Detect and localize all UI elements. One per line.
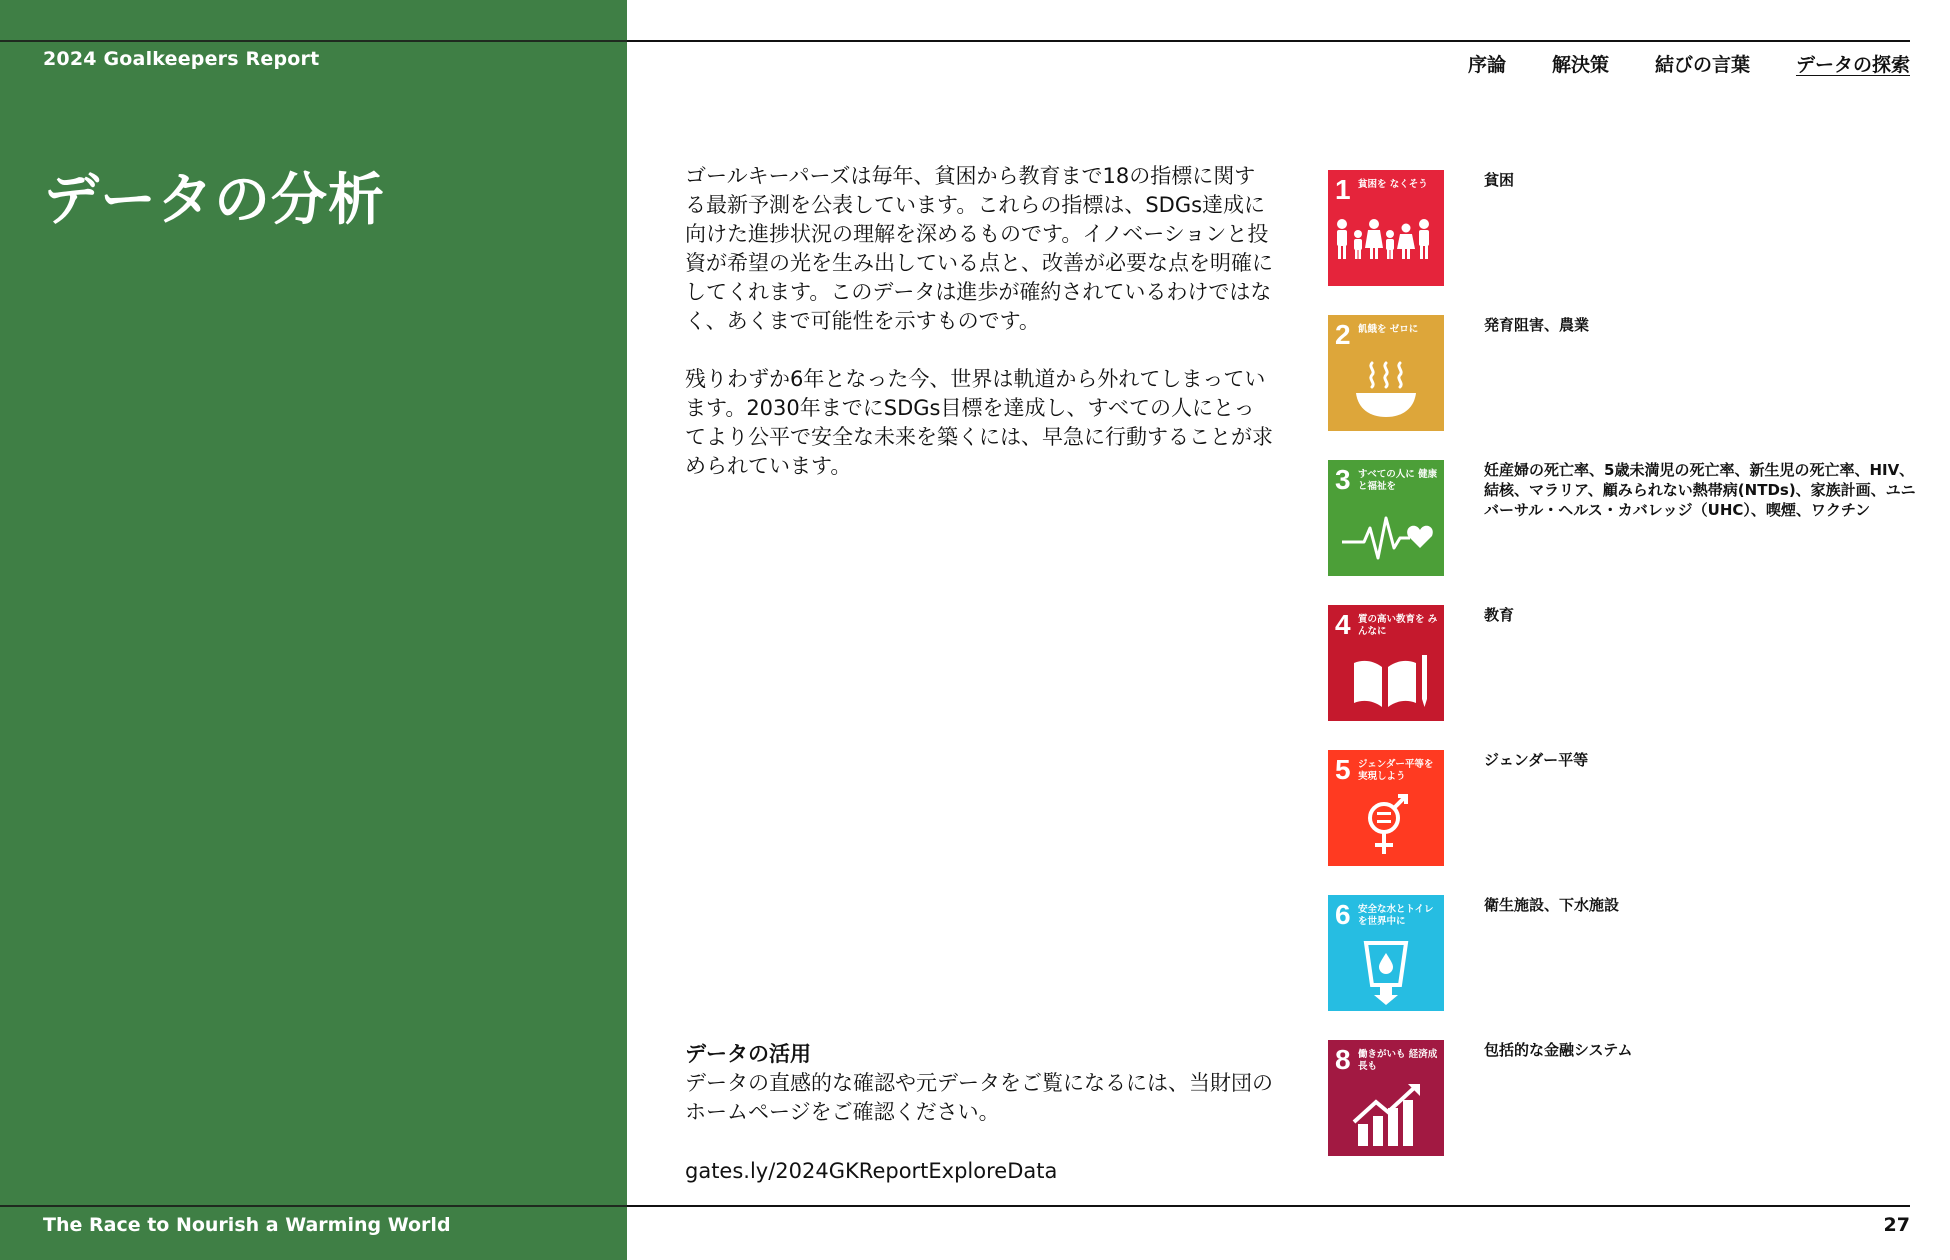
sdg-number: 5 xyxy=(1335,754,1351,785)
intro-paragraph-2: 残りわずか6年となった今、世界は軌道から外れてしまっています。2030年までにSDGs目標を達成し、すべての人にとってより公平で安全な未来を築くには、早急に行動することが求められています。 xyxy=(685,367,1273,478)
data-usage-title: データの活用 xyxy=(685,1042,811,1066)
explore-data-link[interactable]: gates.ly/2024GKReportExploreData xyxy=(685,1159,1058,1183)
sdg-row xyxy=(1328,750,1928,866)
sdg-indicator-label: ジェンダー平等 xyxy=(1484,751,1589,769)
sdg-tile-4 xyxy=(1328,605,1444,721)
sdg-tile-text: 安全な水とトイレ を世界中に xyxy=(1358,904,1434,927)
sdg-row xyxy=(1328,315,1928,431)
family-icon xyxy=(1328,210,1444,282)
intro-text xyxy=(685,162,1275,510)
book-icon xyxy=(1328,645,1444,717)
data-usage-text: データの直感的な確認や元データをご覧になるには、当財団のホームページをご確認ください。 xyxy=(685,1071,1273,1124)
sdg-tile-text: 貧困を なくそう xyxy=(1358,179,1428,190)
header-rule xyxy=(627,40,1910,42)
sdg-number: 6 xyxy=(1335,899,1351,930)
gender-equality-icon xyxy=(1328,790,1444,862)
food-bowl-icon xyxy=(1328,355,1444,427)
sdg-number: 1 xyxy=(1335,174,1351,205)
sdg-row xyxy=(1328,1040,1928,1156)
sdg-indicator-label: 発育阻害、農業 xyxy=(1484,316,1590,334)
sdg-tile-8 xyxy=(1328,1040,1444,1156)
footer-rule xyxy=(627,1205,1910,1207)
nav-closing[interactable]: 結びの言葉 xyxy=(1654,54,1750,76)
report-title-footer: The Race to Nourish a Warming World xyxy=(43,1214,451,1236)
sdg-tile-6 xyxy=(1328,895,1444,1011)
sdg-tile-text: 働きがいも 経済成長も xyxy=(1358,1049,1438,1072)
sdg-row xyxy=(1328,895,1928,1011)
sdg-tile-text: 質の高い教育を みんなに xyxy=(1358,614,1438,637)
sdg-tile-2 xyxy=(1328,315,1444,431)
sdg-tile-3 xyxy=(1328,460,1444,576)
data-usage-section xyxy=(685,1040,1275,1186)
sdg-number: 4 xyxy=(1335,609,1351,640)
sdg-number: 3 xyxy=(1335,464,1351,495)
heartbeat-icon xyxy=(1328,500,1444,572)
sdg-tile-1 xyxy=(1328,170,1444,286)
report-label: 2024 Goalkeepers Report xyxy=(43,48,320,70)
sidebar-bottom-rule xyxy=(0,1205,627,1207)
sdg-tile-5 xyxy=(1328,750,1444,866)
water-glass-icon xyxy=(1328,935,1444,1007)
sdg-number: 8 xyxy=(1335,1044,1351,1075)
sdg-tile-text: 飢餓を ゼロに xyxy=(1358,324,1419,335)
sdg-indicator-label: 衛生施設、下水施設 xyxy=(1484,896,1620,914)
page-number: 27 xyxy=(1883,1214,1910,1236)
nav-solutions[interactable]: 解決策 xyxy=(1551,54,1609,76)
intro-paragraph-1: ゴールキーパーズは毎年、貧困から教育まで18の指標に関する最新予測を公表しています。これらの指標は、SDGs達成に向けた進捗状況の理解を深めるものです。イノベーションと投資が希望の光を生み出している点と、改善が必要な点を明確にしてくれます。このデータは進歩が確約されているわけではなく、あくまで可能性を示すものです。 xyxy=(685,164,1273,333)
sidebar-top-rule xyxy=(0,40,627,42)
sdg-tile-text: ジェンダー平等を 実現しよう xyxy=(1358,759,1434,782)
growth-chart-icon xyxy=(1328,1080,1444,1152)
page-title: データの分析 xyxy=(43,168,385,233)
sdg-indicator-label: 妊産婦の死亡率、5歳未満児の死亡率、新生児の死亡率、HIV、結核、マラリア、顧みられない熱帯病(NTDs)、家族計画、ユニバーサル・ヘルス・カバレッジ（UHC）、喫煙、ワクチン xyxy=(1484,461,1916,519)
sdg-row xyxy=(1328,605,1928,721)
sdg-row xyxy=(1328,460,1928,576)
sdg-row xyxy=(1328,170,1928,286)
sdg-indicator-label: 教育 xyxy=(1484,606,1515,624)
sdg-indicator-label: 貧困 xyxy=(1484,171,1515,189)
sdg-number: 2 xyxy=(1335,319,1351,350)
top-navigation xyxy=(1468,50,1910,77)
sdg-tile-text: すべての人に 健康と福祉を xyxy=(1358,469,1438,492)
sdg-indicator-label: 包括的な金融システム xyxy=(1484,1041,1633,1059)
nav-explore-data[interactable]: データの探索 xyxy=(1795,54,1910,76)
nav-introduction[interactable]: 序論 xyxy=(1467,54,1506,76)
